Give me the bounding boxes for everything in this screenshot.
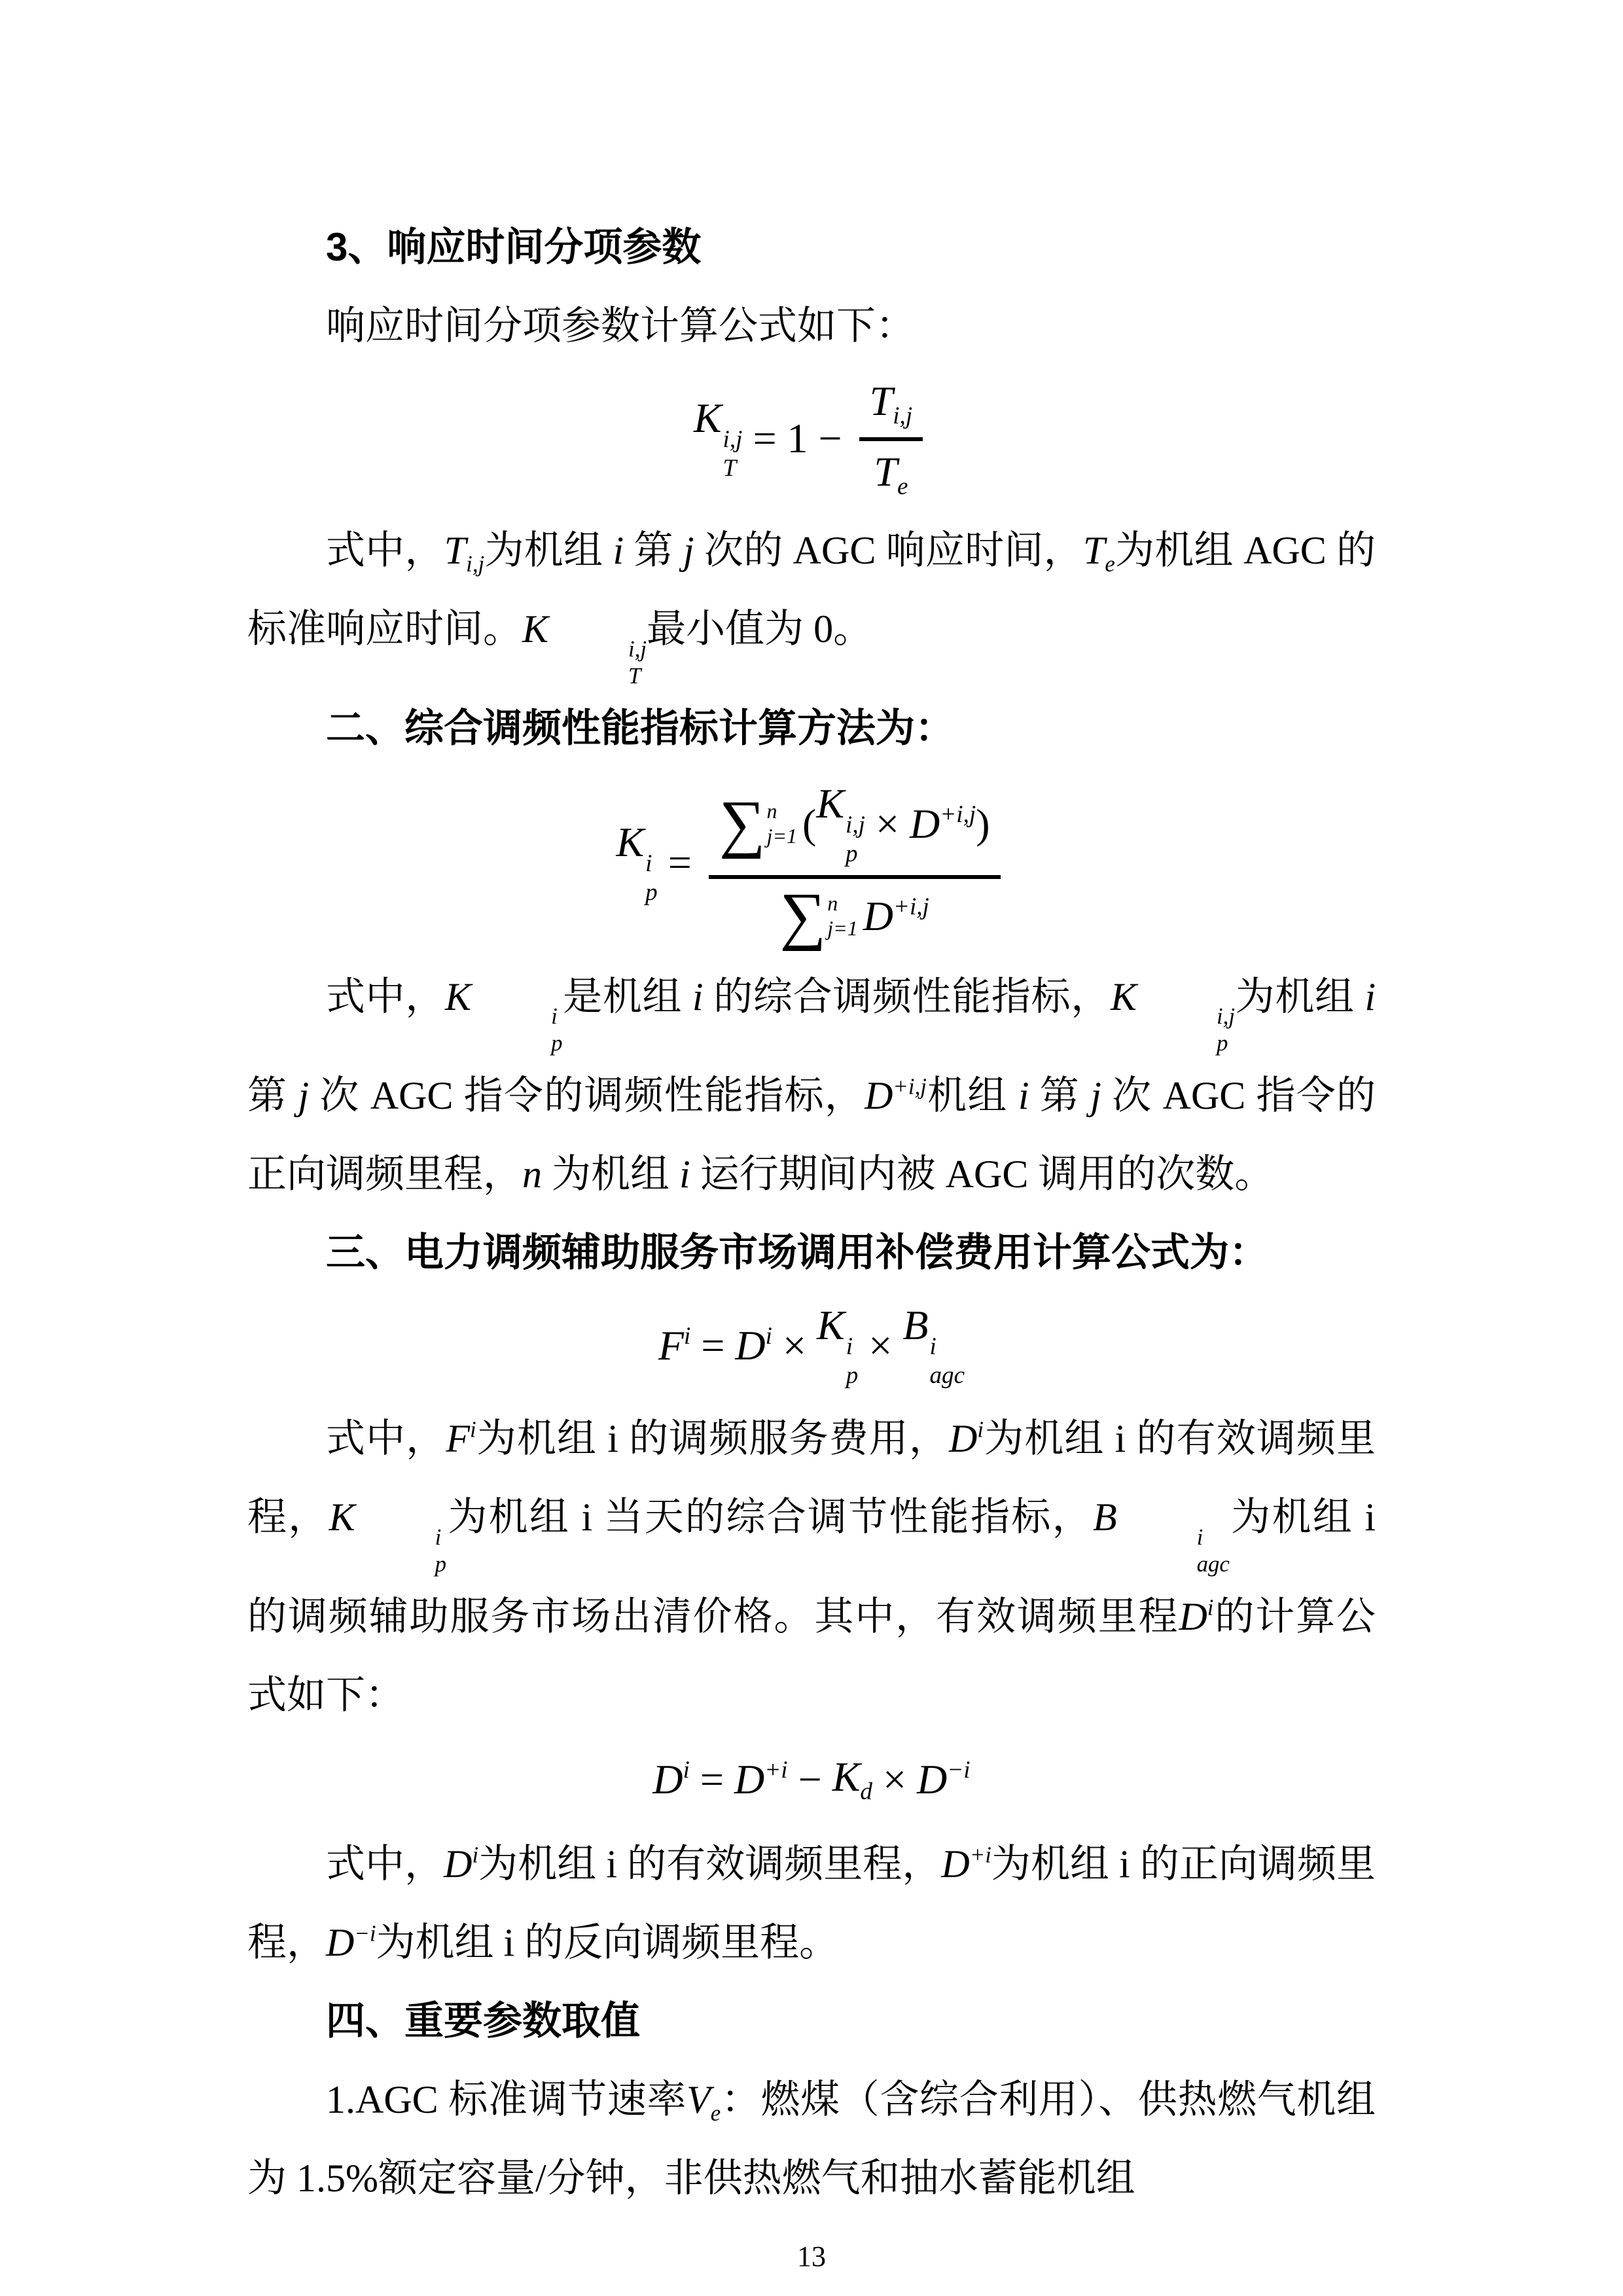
heading-response-time-params: 3、响应时间分项参数 <box>326 225 702 269</box>
heading-compensation-fee: 三、电力调频辅助服务市场调用补偿费用计算公式为： <box>326 1230 1268 1275</box>
formula-composite-kp: K i p = ∑ n j=1 ( K i,j p × $D^{+i,j}$ ) ∑ n j=1 $D^{+i,j}$ <box>247 777 1376 948</box>
paragraph-kt-explanation: 式中，$T_{i,j}$为机组 i 第 j 次的 AGC 响应时间，$T_e$为机组 AGC 的标准响应时间。K i,j T 最小值为 0。 <box>247 529 1376 689</box>
formula-effective-mileage: $D^i$ = $D^{+i}$ − $K_d$ × $D^{-i}$ <box>652 1753 971 1805</box>
formula-fee: $F^i$ = $D^i$ × K i p × B i agc <box>658 1302 965 1390</box>
formula-response-time-kt: K i,j T = 1 − $\frac{T_{i,j}}{T_e}$ <box>247 374 1376 502</box>
paragraph-kp-explanation: 式中，K i p 是机组 i 的综合调频性能指标，K i,j p 为机组 i 第 j 次 AGC 指令的调频性能指标，$D^{+i,j}$机组 i 第 j 次 AGC 指令的正向调频里程，n 为机组 i 运行期间内被 AGC 调用的次数。 <box>247 975 1376 1196</box>
paragraph-agc-standard-rate: 1.AGC 标准调节速率$V_e$：燃煤（含综合利用）、供热燃气机组为 1.5%额定容量/分钟，非供热燃气和抽水蓄能机组 <box>247 2077 1376 2200</box>
heading-important-parameters: 四、重要参数取值 <box>326 1998 640 2043</box>
paragraph-intro: 响应时间分项参数计算公式如下： <box>326 304 915 348</box>
paragraph-fee-explanation: 式中，$F^i$为机组 i 的调频服务费用，$D^i$为机组 i 的有效调频里程，K i p 为机组 i 当天的综合调节性能指标，B i agc 为机组 i 的调频辅助服务市场出清价格。其中，有效调频里程$D^i$的计算公式如下： <box>247 1416 1376 1717</box>
heading-composite-performance-index: 二、综合调频性能指标计算方法为： <box>326 706 954 750</box>
paragraph-mileage-explanation: 式中，$D^i$为机组 i 的有效调频里程，$D^{+i}$为机组 i 的正向调频里程，$D^{-i}$为机组 i 的反向调频里程。 <box>247 1842 1376 1964</box>
document-content <box>247 208 1376 2273</box>
page-number: 13 <box>797 2240 826 2272</box>
